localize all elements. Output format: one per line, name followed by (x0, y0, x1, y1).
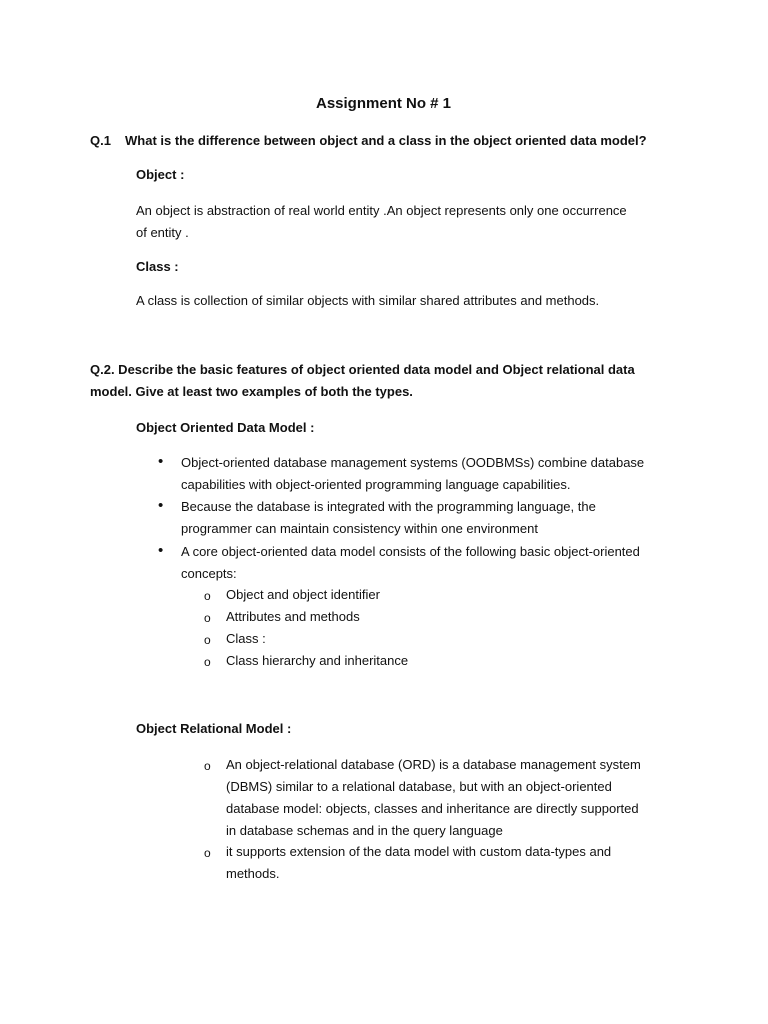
sub-bullet-icon: o (204, 655, 211, 669)
sub-bullet-icon: o (204, 633, 211, 647)
class-heading: Class : (136, 259, 179, 274)
q2-question-line: model. Give at least two examples of both the types. (90, 384, 413, 399)
orm-item-line: (DBMS) similar to a relational database, but with an object-oriented (226, 779, 612, 794)
bullet-line: Object-oriented database management systems (OODBMSs) combine database (181, 455, 645, 470)
orm-item-line: methods. (226, 866, 280, 881)
sub-bullet-icon: o (204, 759, 211, 773)
bullet-icon: • (158, 453, 164, 470)
bullet-line: A core object-oriented data model consists of the following basic object-oriented (181, 544, 640, 559)
bullet-icon: • (158, 542, 164, 559)
orm-item-line: it supports extension of the data model with custom data-types and (226, 844, 612, 859)
orm-heading: Object Relational Model : (136, 721, 292, 736)
q2-question-line: Q.2. Describe the basic features of object oriented data model and Object relational data (90, 362, 635, 377)
orm-item-line: database model: objects, classes and inheritance are directly supported (226, 801, 639, 816)
sub-bullet-icon: o (204, 846, 211, 860)
bullet-line: Because the database is integrated with the programming language, the (181, 499, 596, 514)
sub-bullet-icon: o (204, 589, 211, 603)
class-text: A class is collection of similar objects with similar shared attributes and methods. (136, 293, 600, 308)
object-heading: Object : (136, 167, 185, 182)
concept-item: Object and object identifier (226, 587, 380, 602)
bullet-line: programmer can maintain consistency within one environment (181, 521, 538, 536)
object-text-line: of entity . (136, 225, 189, 240)
object-text-line: An object is abstraction of real world entity .An object represents only one occurrence (136, 203, 627, 218)
sub-bullet-icon: o (204, 611, 211, 625)
bullet-icon: • (158, 497, 164, 514)
concept-item: Class hierarchy and inheritance (226, 653, 409, 668)
oodm-heading: Object Oriented Data Model : (136, 420, 315, 435)
bullet-line: concepts: (181, 566, 237, 581)
concept-item: Class : (226, 631, 266, 646)
q1-question: What is the difference between object and a class in the object oriented data model? (125, 133, 647, 148)
orm-item-line: in database schemas and in the query language (226, 823, 503, 838)
concept-item: Attributes and methods (226, 609, 360, 624)
page-title: Assignment No # 1 (316, 95, 452, 112)
bullet-line: capabilities with object-oriented programming language capabilities. (181, 477, 571, 492)
orm-item-line: An object-relational database (ORD) is a database management system (226, 757, 641, 772)
q1-number: Q.1 (90, 133, 111, 148)
